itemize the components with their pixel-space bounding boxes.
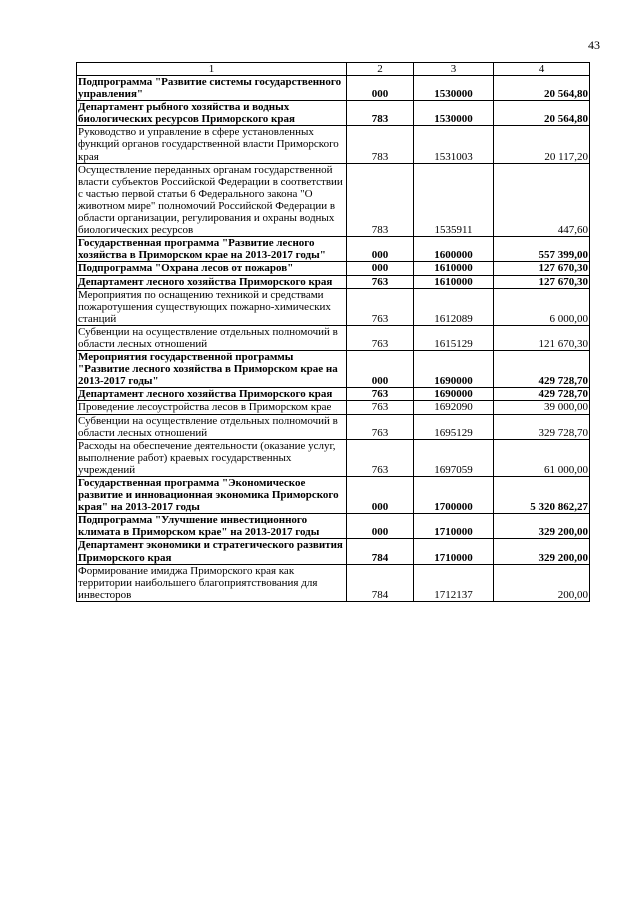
- row-amount-cell: 20 564,80: [494, 76, 590, 101]
- table-row: [77, 76, 590, 101]
- row-target-code-cell: 1615129: [414, 325, 494, 350]
- row-target-code-cell: 1695129: [414, 414, 494, 439]
- table-row: [77, 439, 590, 476]
- row-name-cell: Формирование имиджа Приморского края как территории наибольшего благоприятствования для инвесторов: [77, 564, 347, 601]
- row-ved-code-cell: 784: [347, 539, 414, 564]
- row-target-code-cell: 1710000: [414, 514, 494, 539]
- row-name-cell: Субвенции на осуществление отдельных полномочий в области лесных отношений: [77, 325, 347, 350]
- table-row: [77, 539, 590, 564]
- row-name-cell: Департамент рыбного хозяйства и водных биологических ресурсов Приморского края: [77, 101, 347, 126]
- table-row: [77, 275, 590, 288]
- row-ved-code-cell: 763: [347, 288, 414, 325]
- row-ved-code-cell: 783: [347, 163, 414, 237]
- row-ved-code-cell: 000: [347, 262, 414, 275]
- table-row: [77, 237, 590, 262]
- table-body: [77, 76, 590, 602]
- row-ved-code-cell: 784: [347, 564, 414, 601]
- table-row: [77, 564, 590, 601]
- row-amount-cell: 329 200,00: [494, 539, 590, 564]
- table-row: [77, 514, 590, 539]
- column-header-2: 2: [347, 63, 414, 76]
- row-name-cell: Государственная программа "Экономическое развитие и инновационная экономика Приморского края" на 2013-2017 годы: [77, 477, 347, 514]
- table-row: [77, 126, 590, 163]
- column-header-1: 1: [77, 63, 347, 76]
- row-name-cell: Осуществление переданных органам государственной власти субъектов Российской Федерации в соответствии с частью первой статьи 6 Федерального закона "О животном мире" полномочий Российской Федерации в области организации, регулирования и охраны водных биологических ресурсов: [77, 163, 347, 237]
- table-row: [77, 477, 590, 514]
- row-amount-cell: 127 670,30: [494, 262, 590, 275]
- table-row: [77, 388, 590, 401]
- row-name-cell: Департамент лесного хозяйства Приморского края: [77, 275, 347, 288]
- row-amount-cell: 127 670,30: [494, 275, 590, 288]
- row-ved-code-cell: 783: [347, 126, 414, 163]
- row-target-code-cell: 1700000: [414, 477, 494, 514]
- row-target-code-cell: 1535911: [414, 163, 494, 237]
- row-name-cell: Руководство и управление в сфере установленных функций органов государственной власти Приморского края: [77, 126, 347, 163]
- row-amount-cell: 6 000,00: [494, 288, 590, 325]
- row-name-cell: Департамент лесного хозяйства Приморского края: [77, 388, 347, 401]
- row-name-cell: Мероприятия государственной программы "Развитие лесного хозяйства в Приморском крае на 2013-2017 годы": [77, 351, 347, 388]
- row-name-cell: Мероприятия по оснащению техникой и средствами пожаротушения существующих пожарно-химических станций: [77, 288, 347, 325]
- table-row: [77, 401, 590, 414]
- row-ved-code-cell: 000: [347, 237, 414, 262]
- table-row: [77, 325, 590, 350]
- row-ved-code-cell: 763: [347, 275, 414, 288]
- row-target-code-cell: 1692090: [414, 401, 494, 414]
- row-amount-cell: 447,60: [494, 163, 590, 237]
- row-target-code-cell: 1610000: [414, 275, 494, 288]
- row-ved-code-cell: 000: [347, 76, 414, 101]
- row-target-code-cell: 1600000: [414, 237, 494, 262]
- row-target-code-cell: 1610000: [414, 262, 494, 275]
- row-target-code-cell: 1712137: [414, 564, 494, 601]
- row-amount-cell: 121 670,30: [494, 325, 590, 350]
- budget-table: [76, 62, 590, 602]
- table-header-row: [77, 63, 590, 76]
- row-name-cell: Субвенции на осуществление отдельных полномочий в области лесных отношений: [77, 414, 347, 439]
- row-ved-code-cell: 763: [347, 388, 414, 401]
- row-name-cell: Подпрограмма "Улучшение инвестиционного климата в Приморском крае" на 2013-2017 годы: [77, 514, 347, 539]
- row-amount-cell: 5 320 862,27: [494, 477, 590, 514]
- row-target-code-cell: 1710000: [414, 539, 494, 564]
- row-target-code-cell: 1530000: [414, 76, 494, 101]
- row-ved-code-cell: 763: [347, 439, 414, 476]
- row-ved-code-cell: 783: [347, 101, 414, 126]
- row-target-code-cell: 1531003: [414, 126, 494, 163]
- row-name-cell: Государственная программа "Развитие лесного хозяйства в Приморском крае на 2013-2017 годы": [77, 237, 347, 262]
- row-name-cell: Департамент экономики и стратегического развития Приморского края: [77, 539, 347, 564]
- row-amount-cell: 20 117,20: [494, 126, 590, 163]
- row-ved-code-cell: 000: [347, 477, 414, 514]
- row-target-code-cell: 1612089: [414, 288, 494, 325]
- row-amount-cell: 39 000,00: [494, 401, 590, 414]
- row-name-cell: Проведение лесоустройства лесов в Приморском крае: [77, 401, 347, 414]
- table-row: [77, 351, 590, 388]
- table-row: [77, 262, 590, 275]
- page-number: 43: [588, 38, 600, 52]
- row-target-code-cell: 1690000: [414, 388, 494, 401]
- table-row: [77, 163, 590, 237]
- row-amount-cell: 20 564,80: [494, 101, 590, 126]
- row-name-cell: Подпрограмма "Развитие системы государственного управления": [77, 76, 347, 101]
- row-target-code-cell: 1697059: [414, 439, 494, 476]
- column-header-4: 4: [494, 63, 590, 76]
- table-row: [77, 288, 590, 325]
- row-ved-code-cell: 000: [347, 514, 414, 539]
- row-amount-cell: 429 728,70: [494, 388, 590, 401]
- row-amount-cell: 557 399,00: [494, 237, 590, 262]
- table-row: [77, 414, 590, 439]
- row-name-cell: Подпрограмма "Охрана лесов от пожаров": [77, 262, 347, 275]
- row-amount-cell: 200,00: [494, 564, 590, 601]
- table-row: [77, 101, 590, 126]
- row-ved-code-cell: 763: [347, 325, 414, 350]
- row-amount-cell: 429 728,70: [494, 351, 590, 388]
- row-amount-cell: 329 200,00: [494, 514, 590, 539]
- row-amount-cell: 329 728,70: [494, 414, 590, 439]
- row-amount-cell: 61 000,00: [494, 439, 590, 476]
- column-header-3: 3: [414, 63, 494, 76]
- row-ved-code-cell: 763: [347, 401, 414, 414]
- row-ved-code-cell: 763: [347, 414, 414, 439]
- row-name-cell: Расходы на обеспечение деятельности (оказание услуг, выполнение работ) краевых государственных учреждений: [77, 439, 347, 476]
- row-target-code-cell: 1530000: [414, 101, 494, 126]
- row-target-code-cell: 1690000: [414, 351, 494, 388]
- row-ved-code-cell: 000: [347, 351, 414, 388]
